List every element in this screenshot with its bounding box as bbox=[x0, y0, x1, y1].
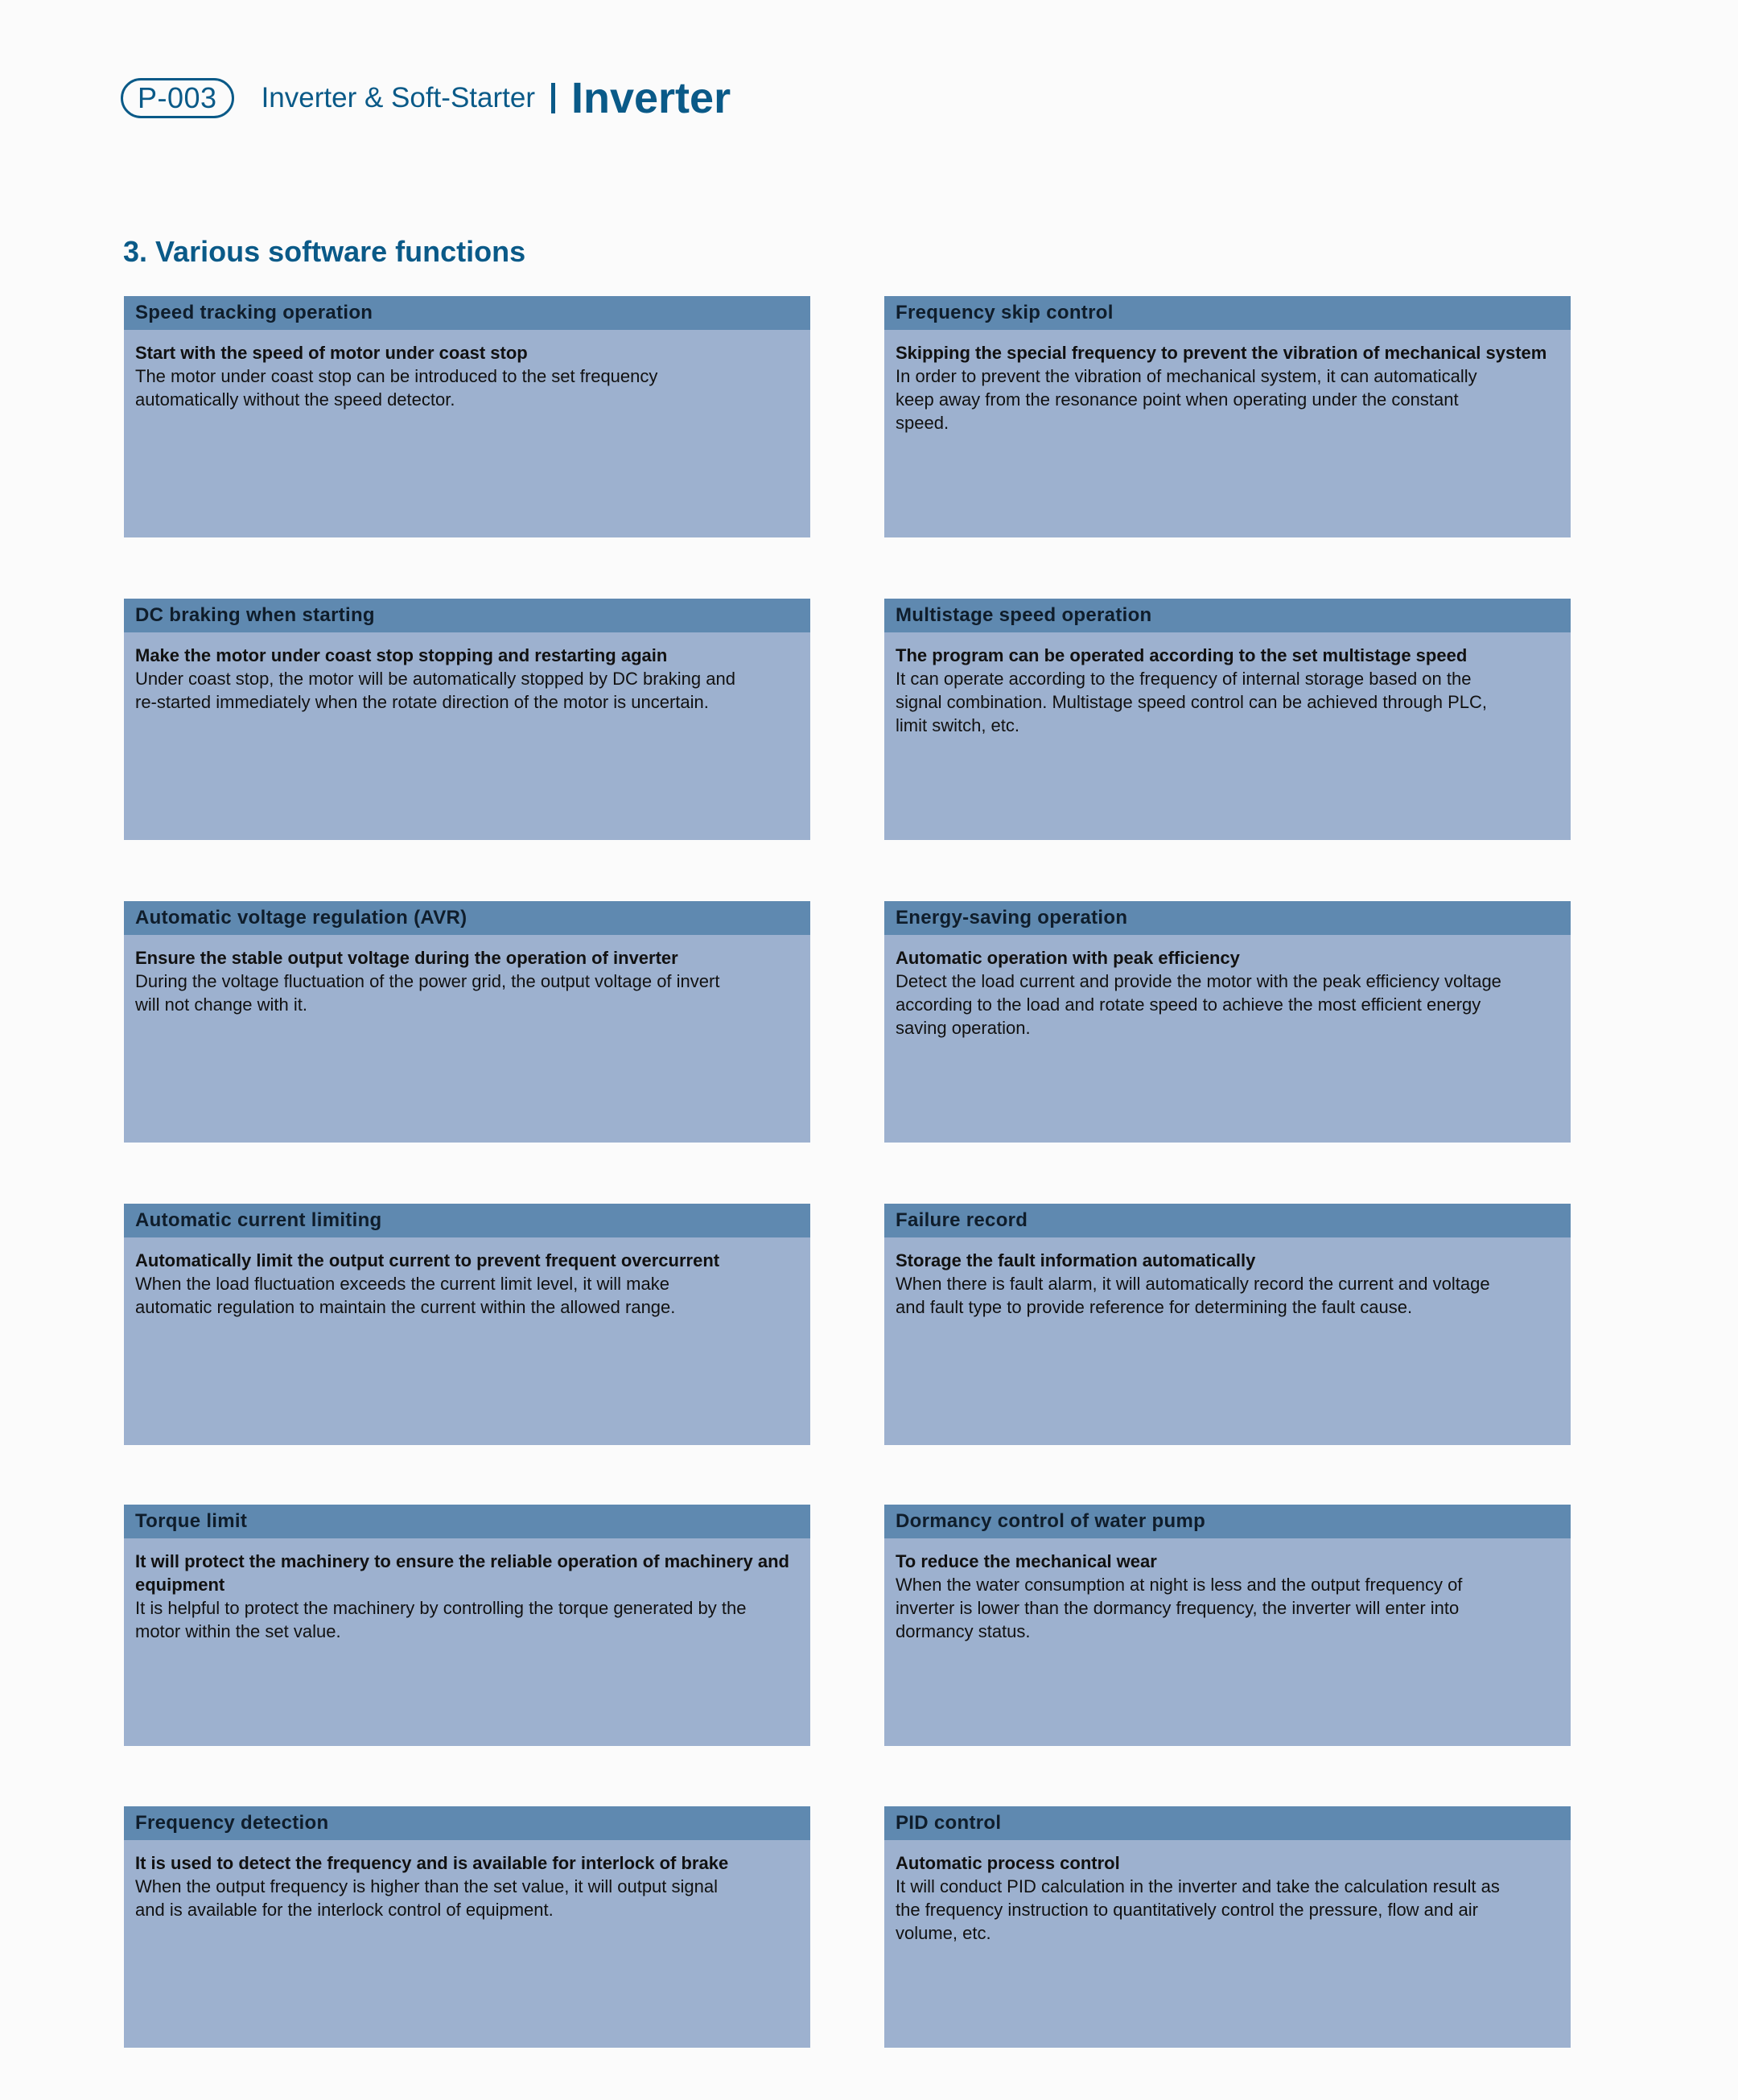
feature-card-title: Multistage speed operation bbox=[884, 599, 1571, 632]
feature-card-description: It will conduct PID calculation in the inverter and take the calculation result as the frequency instruction to quantitatively control the pressure, flow and air volume, etc. bbox=[896, 1876, 1500, 1943]
feature-card bbox=[124, 1806, 810, 2048]
page-title: Inverter bbox=[570, 74, 731, 122]
feature-card bbox=[124, 1204, 810, 1445]
feature-card-description: When the water consumption at night is less and the output frequency of inverter is lower than the dormancy frequency, the inverter will enter into dormancy status. bbox=[896, 1575, 1463, 1641]
feature-card-subtitle: The program can be operated according to the set multistage speed bbox=[896, 645, 1468, 665]
feature-card-subtitle: Skipping the special frequency to prevent the vibration of mechanical system bbox=[896, 343, 1547, 363]
feature-card-subtitle: It will protect the machinery to ensure the reliable operation of machinery and equipment bbox=[135, 1551, 789, 1595]
feature-card-title: Dormancy control of water pump bbox=[884, 1505, 1571, 1538]
feature-card-title: DC braking when starting bbox=[124, 599, 810, 632]
feature-card bbox=[884, 1806, 1571, 2048]
feature-card-description: It can operate according to the frequency of internal storage based on the signal combination. Multistage speed control can be achieved through PLC, limit switch, etc. bbox=[896, 669, 1488, 735]
feature-card bbox=[884, 901, 1571, 1143]
feature-card-description: In order to prevent the vibration of mechanical system, it can automatically keep away from the resonance point when operating under the constant speed. bbox=[896, 366, 1477, 433]
feature-card-title: Automatic current limiting bbox=[124, 1204, 810, 1237]
feature-card-title: PID control bbox=[884, 1806, 1571, 1840]
header-divider bbox=[551, 83, 555, 113]
feature-card-description: During the voltage fluctuation of the power grid, the output voltage of invert will not change with it. bbox=[135, 971, 720, 1015]
feature-card-title: Speed tracking operation bbox=[124, 296, 810, 330]
feature-card bbox=[124, 901, 810, 1143]
feature-card bbox=[124, 1505, 810, 1746]
feature-card-title: Failure record bbox=[884, 1204, 1571, 1237]
page-code-badge: P-003 bbox=[121, 78, 234, 118]
feature-card-title: Frequency skip control bbox=[884, 296, 1571, 330]
page-subtitle: Inverter & Soft-Starter bbox=[261, 82, 535, 113]
feature-card-subtitle: Storage the fault information automatically bbox=[896, 1250, 1256, 1270]
feature-card bbox=[124, 599, 810, 840]
feature-card-subtitle: Make the motor under coast stop stopping and restarting again bbox=[135, 645, 668, 665]
feature-card-title: Automatic voltage regulation (AVR) bbox=[124, 901, 810, 935]
feature-card-subtitle: Automatically limit the output current to prevent frequent overcurrent bbox=[135, 1250, 720, 1270]
feature-card bbox=[884, 1204, 1571, 1445]
feature-card bbox=[884, 296, 1571, 537]
feature-card-title: Torque limit bbox=[124, 1505, 810, 1538]
feature-card-subtitle: Ensure the stable output voltage during the operation of inverter bbox=[135, 948, 678, 968]
feature-card-description: Detect the load current and provide the motor with the peak efficiency voltage according to the load and rotate speed to achieve the most efficient energy saving operation. bbox=[896, 971, 1501, 1038]
page-header bbox=[121, 74, 731, 122]
feature-card bbox=[884, 1505, 1571, 1746]
feature-card-title: Frequency detection bbox=[124, 1806, 810, 1840]
feature-card-subtitle: To reduce the mechanical wear bbox=[896, 1551, 1157, 1571]
feature-card-subtitle: It is used to detect the frequency and is available for interlock of brake bbox=[135, 1853, 729, 1873]
feature-card-description: The motor under coast stop can be introduced to the set frequency automatically without the speed detector. bbox=[135, 366, 658, 410]
feature-card-subtitle: Automatic process control bbox=[896, 1853, 1120, 1873]
feature-card-description: Under coast stop, the motor will be automatically stopped by DC braking and re-started immediately when the rotate direction of the motor is uncertain. bbox=[135, 669, 735, 712]
feature-card-description: When the load fluctuation exceeds the current limit level, it will make automatic regulation to maintain the current within the allowed range. bbox=[135, 1274, 676, 1317]
feature-card-title: Energy-saving operation bbox=[884, 901, 1571, 935]
section-title: 3. Various software functions bbox=[123, 235, 526, 268]
feature-card-description: When there is fault alarm, it will automatically record the current and voltage and fault type to provide reference for determining the fault cause. bbox=[896, 1274, 1490, 1317]
feature-card-description: When the output frequency is higher than the set value, it will output signal and is available for the interlock control of equipment. bbox=[135, 1876, 718, 1920]
feature-card bbox=[124, 296, 810, 537]
feature-card bbox=[884, 599, 1571, 840]
feature-card-subtitle: Automatic operation with peak efficiency bbox=[896, 948, 1240, 968]
feature-card-subtitle: Start with the speed of motor under coast stop bbox=[135, 343, 528, 363]
feature-card-description: It is helpful to protect the machinery by controlling the torque generated by the motor within the set value. bbox=[135, 1598, 747, 1641]
